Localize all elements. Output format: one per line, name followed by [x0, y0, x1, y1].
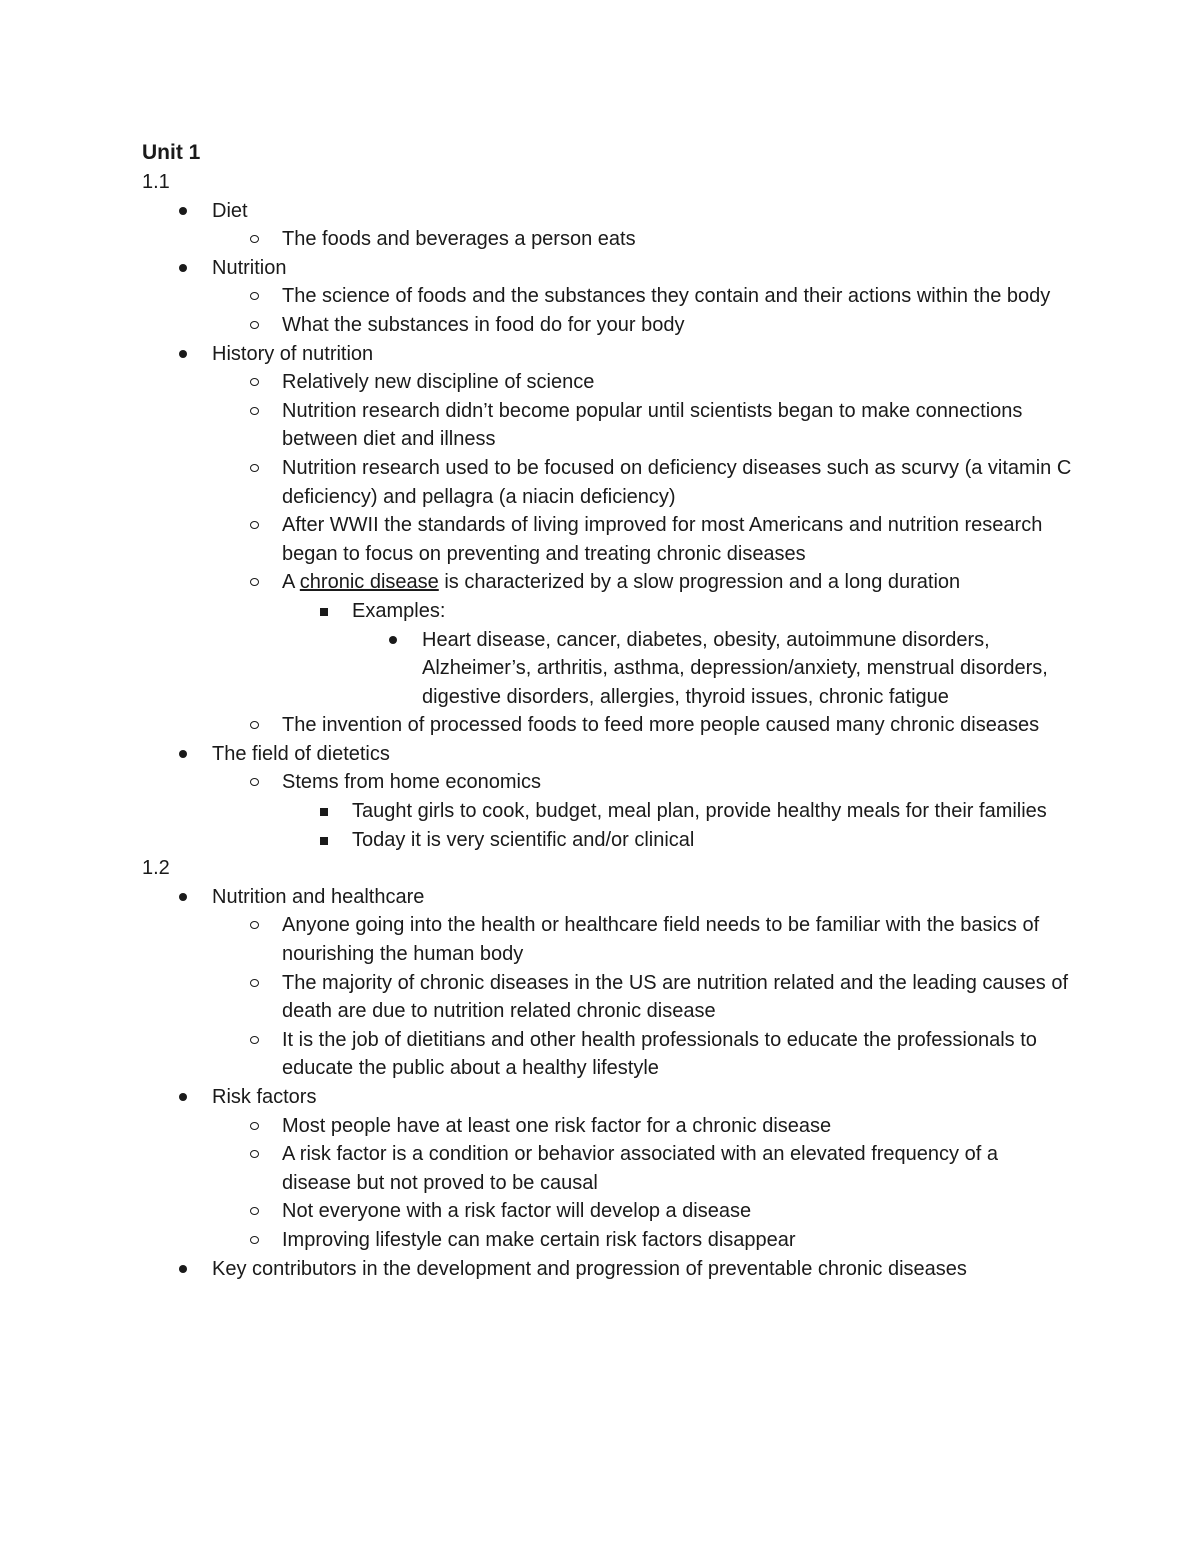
list-item-chronic-disease: A chronic disease is characterized by a slow progression and a long duration Examples: Heart disease, cancer, diabetes, obesity, autoimmune disorders, Alzheimer’s, arthritis, asthma, depression/anxiety, menstrual disorders, digestive disorders, allergies, thyroid issues, chronic fatigue	[212, 568, 1072, 711]
disc-bullet-icon	[179, 350, 187, 358]
disc-bullet-icon	[389, 636, 397, 644]
circle-bullet-icon	[250, 378, 259, 386]
list-item: It is the job of dietitians and other health professionals to educate the professionals to educate the public about a healthy lifestyle	[212, 1026, 1072, 1083]
disc-bullet-icon	[179, 750, 187, 758]
circle-bullet-icon	[250, 321, 259, 329]
chronic-disease-term: chronic disease	[299, 571, 439, 594]
list-item: Nutrition research used to be focused on deficiency diseases such as scurvy (a vitamin C deficiency) and pellagra (a niacin deficiency)	[212, 454, 1072, 511]
list-item: Heart disease, cancer, diabetes, obesity, autoimmune disorders, Alzheimer’s, arthritis, asthma, depression/anxiety, menstrual disorders, digestive disorders, allergies, thyroid issues, chronic fatigue	[352, 626, 1072, 712]
disc-bullet-icon	[179, 264, 187, 272]
square-bullet-icon	[320, 808, 328, 816]
section-1-1-list	[142, 197, 1072, 855]
list-item-nutrition: Nutrition The science of foods and the substances they contain and their actions within the body What the substances in food do for your body	[142, 254, 1072, 340]
circle-bullet-icon	[250, 235, 259, 243]
list-item: Most people have at least one risk factor for a chronic disease	[212, 1112, 1072, 1141]
circle-bullet-icon	[250, 521, 259, 529]
square-bullet-icon	[320, 837, 328, 845]
list-item: Not everyone with a risk factor will develop a disease	[212, 1197, 1072, 1226]
circle-bullet-icon	[250, 921, 259, 929]
circle-bullet-icon	[250, 979, 259, 987]
disc-bullet-icon	[179, 893, 187, 901]
section-heading-1-1: 1.1	[142, 171, 170, 193]
list-item: What the substances in food do for your body	[212, 311, 1072, 340]
list-item: Improving lifestyle can make certain risk factors disappear	[212, 1226, 1072, 1255]
list-item: Stems from home economics Taught girls to cook, budget, meal plan, provide healthy meals for their families Today it is very scientific and/or clinical	[212, 768, 1072, 854]
list-item: After WWII the standards of living improved for most Americans and nutrition research began to focus on preventing and treating chronic diseases	[212, 511, 1072, 568]
disc-bullet-icon	[179, 207, 187, 215]
circle-bullet-icon	[250, 1207, 259, 1215]
document-title: Unit 1	[142, 141, 201, 164]
list-item-examples: Examples: Heart disease, cancer, diabetes, obesity, autoimmune disorders, Alzheimer’s, arthritis, asthma, depression/anxiety, menstrual disorders, digestive disorders, allergies, thyroid issues, chronic fatigue	[282, 597, 1072, 711]
list-item-history: History of nutrition Relatively new discipline of science Nutrition research didn’t become popular until scientists began to make connections between diet and illness Nutrition research used to be focused on deficiency diseases such as scurvy (a vitamin C deficiency) and pellagra (a niacin deficiency) After WWII the standards of living improved for most Americans and nutrition research began to focus on preventing and treating chronic diseases A chronic disease is characterized by a slow progression and a long duration Examples: Heart disease, cancer, diabetes, obesity, autoimmune disorders, Alzheimer’s, arthritis, asthma, depression/anxiety, menstrual disorders, digestive disorders, allergies, thyroid issues, chronic fatigue The invention of processed foods to feed more people caused many chronic diseases	[142, 340, 1072, 740]
section-1-2-list	[142, 883, 1072, 1283]
list-item: A risk factor is a condition or behavior associated with an elevated frequency of a disease but not proved to be causal	[212, 1140, 1072, 1197]
disc-bullet-icon	[179, 1265, 187, 1273]
circle-bullet-icon	[250, 1122, 259, 1130]
circle-bullet-icon	[250, 778, 259, 786]
document-page	[142, 138, 1072, 1283]
circle-bullet-icon	[250, 721, 259, 729]
list-item-key-contributors: Key contributors in the development and progression of preventable chronic diseases	[142, 1255, 1072, 1284]
list-item-risk-factors: Risk factors Most people have at least one risk factor for a chronic disease A risk factor is a condition or behavior associated with an elevated frequency of a disease but not proved to be causal Not everyone with a risk factor will develop a disease Improving lifestyle can make certain risk factors disappear	[142, 1083, 1072, 1255]
list-item: Anyone going into the health or healthcare field needs to be familiar with the basics of nourishing the human body	[212, 911, 1072, 968]
list-item: The science of foods and the substances they contain and their actions within the body	[212, 282, 1072, 311]
circle-bullet-icon	[250, 1036, 259, 1044]
list-item: Today it is very scientific and/or clinical	[282, 826, 1072, 855]
section-heading-1-2: 1.2	[142, 857, 170, 880]
circle-bullet-icon	[250, 578, 259, 586]
list-item: The majority of chronic diseases in the US are nutrition related and the leading causes of death are due to nutrition related chronic disease	[212, 969, 1072, 1026]
list-item: The foods and beverages a person eats	[212, 225, 1072, 254]
list-item-dietetics: The field of dietetics Stems from home economics Taught girls to cook, budget, meal plan, provide healthy meals for their families Today it is very scientific and/or clinical	[142, 740, 1072, 854]
list-item-healthcare: Nutrition and healthcare Anyone going into the health or healthcare field needs to be familiar with the basics of nourishing the human body The majority of chronic diseases in the US are nutrition related and the leading causes of death are due to nutrition related chronic disease It is the job of dietitians and other health professionals to educate the professionals to educate the public about a healthy lifestyle	[142, 883, 1072, 1083]
circle-bullet-icon	[250, 464, 259, 472]
disc-bullet-icon	[179, 1093, 187, 1101]
list-item-diet: Diet The foods and beverages a person eats	[142, 197, 1072, 254]
list-item: Relatively new discipline of science	[212, 368, 1072, 397]
list-item: Taught girls to cook, budget, meal plan, provide healthy meals for their families	[282, 797, 1072, 826]
square-bullet-icon	[320, 608, 328, 616]
circle-bullet-icon	[250, 1236, 259, 1244]
list-item: The invention of processed foods to feed more people caused many chronic diseases	[212, 711, 1072, 740]
circle-bullet-icon	[250, 407, 259, 415]
list-item: Nutrition research didn’t become popular until scientists began to make connections between diet and illness	[212, 397, 1072, 454]
circle-bullet-icon	[250, 292, 259, 300]
circle-bullet-icon	[250, 1150, 259, 1158]
